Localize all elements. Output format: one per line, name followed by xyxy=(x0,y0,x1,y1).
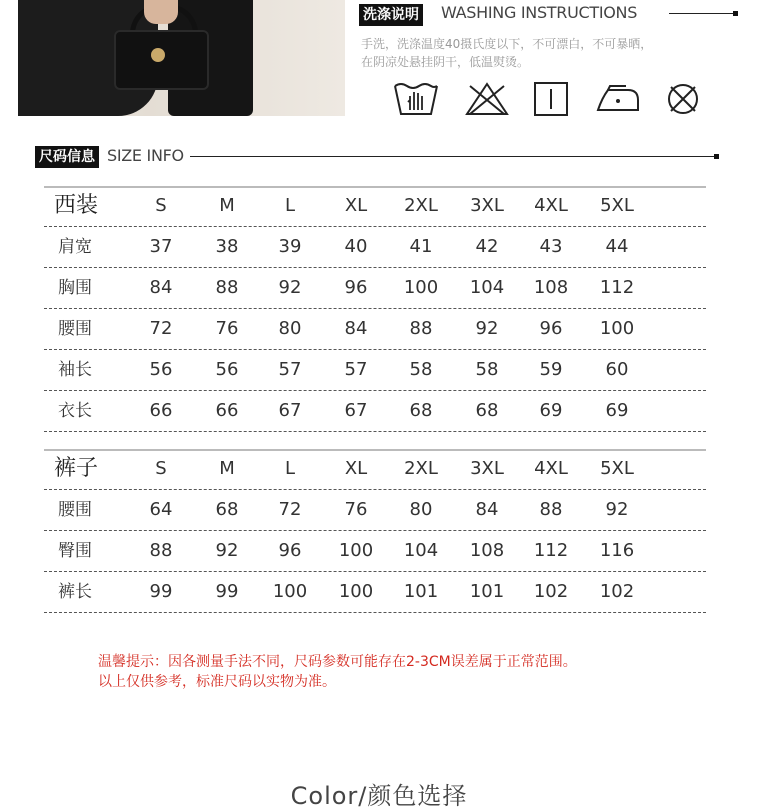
table-cell: 72 xyxy=(149,318,173,339)
table-cell: 72 xyxy=(278,499,302,520)
size-header-cell: XL xyxy=(344,195,368,216)
washing-text xyxy=(361,35,731,71)
table-cell: 57 xyxy=(344,359,368,380)
table-row xyxy=(44,268,706,309)
suit-table-header-row xyxy=(44,186,706,227)
table-cell: 57 xyxy=(278,359,302,380)
size-header-cell: 4XL xyxy=(534,195,568,216)
table-cell: 44 xyxy=(605,236,629,257)
table-cell: 80 xyxy=(278,318,302,339)
table-cell: 112 xyxy=(533,540,569,561)
washing-header-dot xyxy=(733,11,738,16)
table-cell: 37 xyxy=(149,236,173,257)
size-header-cell: 3XL xyxy=(470,195,504,216)
table-cell: 102 xyxy=(599,581,635,602)
low-iron-icon xyxy=(594,80,642,118)
table-row xyxy=(44,309,706,350)
size-header-cell: 2XL xyxy=(404,458,438,479)
table-row xyxy=(44,350,706,391)
table-cell: 100 xyxy=(338,540,374,561)
size-tag: 尺码信息 xyxy=(35,146,99,168)
table-cell: 96 xyxy=(344,277,368,298)
table-cell: 101 xyxy=(403,581,439,602)
pants-table-header-row xyxy=(44,449,706,490)
table-cell: 58 xyxy=(409,359,433,380)
table-cell: 108 xyxy=(533,277,569,298)
table-cell: 58 xyxy=(475,359,499,380)
hand-wash-icon xyxy=(392,80,440,118)
table-cell: 56 xyxy=(215,359,239,380)
table-cell: 56 xyxy=(149,359,173,380)
no-tumble-dry-icon xyxy=(664,80,702,118)
table-cell: 104 xyxy=(469,277,505,298)
table-cell: 100 xyxy=(599,318,635,339)
table-cell: 100 xyxy=(338,581,374,602)
size-title-en: SIZE INFO xyxy=(107,146,184,165)
row-label: 腰围 xyxy=(58,319,92,339)
table-cell: 102 xyxy=(533,581,569,602)
table-cell: 40 xyxy=(344,236,368,257)
table-cell: 96 xyxy=(278,540,302,561)
table-cell: 39 xyxy=(278,236,302,257)
table-cell: 104 xyxy=(403,540,439,561)
row-label: 袖长 xyxy=(58,360,92,380)
table-cell: 100 xyxy=(272,581,308,602)
table-cell: 101 xyxy=(469,581,505,602)
size-header-cell: L xyxy=(284,195,296,216)
table-cell: 67 xyxy=(344,400,368,421)
table-cell: 112 xyxy=(599,277,635,298)
pants-size-table xyxy=(44,449,706,613)
row-label: 衣长 xyxy=(58,401,92,421)
table-cell: 88 xyxy=(215,277,239,298)
suit-table-title: 西装 xyxy=(54,193,99,218)
table-cell: 96 xyxy=(539,318,563,339)
table-cell: 59 xyxy=(539,359,563,380)
row-label: 腰围 xyxy=(58,500,92,520)
size-header-cell: 3XL xyxy=(470,458,504,479)
size-header-cell: 2XL xyxy=(404,195,438,216)
table-cell: 84 xyxy=(149,277,173,298)
size-header-cell: 5XL xyxy=(600,458,634,479)
table-cell: 92 xyxy=(605,499,629,520)
table-row xyxy=(44,572,706,613)
size-header-cell: M xyxy=(219,458,235,479)
table-cell: 80 xyxy=(409,499,433,520)
table-cell: 67 xyxy=(278,400,302,421)
photo-hand xyxy=(144,0,178,24)
size-header-line xyxy=(190,156,718,157)
table-cell: 88 xyxy=(409,318,433,339)
table-cell: 38 xyxy=(215,236,239,257)
table-cell: 88 xyxy=(149,540,173,561)
pants-table-title: 裤子 xyxy=(54,456,99,481)
table-cell: 92 xyxy=(278,277,302,298)
table-cell: 41 xyxy=(409,236,433,257)
no-bleach-icon xyxy=(464,80,510,118)
table-cell: 68 xyxy=(215,499,239,520)
washing-text-line2: 在阴凉处悬挂阴干，低温熨烫。 xyxy=(361,55,530,69)
size-header-cell: 5XL xyxy=(600,195,634,216)
table-cell: 99 xyxy=(149,581,173,602)
table-cell: 68 xyxy=(409,400,433,421)
table-cell: 68 xyxy=(475,400,499,421)
size-header-dot xyxy=(714,154,719,159)
table-cell: 100 xyxy=(403,277,439,298)
size-header-cell: M xyxy=(219,195,235,216)
row-label: 裤长 xyxy=(58,582,92,602)
table-cell: 60 xyxy=(605,359,629,380)
row-label: 臀围 xyxy=(58,541,92,561)
size-note xyxy=(98,652,577,692)
table-cell: 64 xyxy=(149,499,173,520)
table-row xyxy=(44,227,706,268)
table-row xyxy=(44,490,706,531)
size-header-cell: 4XL xyxy=(534,458,568,479)
washing-text-line1: 手洗，洗涤温度40摄氏度以下，不可漂白，不可暴晒， xyxy=(361,37,653,51)
photo-bag-clasp xyxy=(151,48,165,62)
table-cell: 92 xyxy=(475,318,499,339)
table-cell: 76 xyxy=(344,499,368,520)
table-cell: 43 xyxy=(539,236,563,257)
table-cell: 76 xyxy=(215,318,239,339)
table-cell: 66 xyxy=(149,400,173,421)
washing-header-line xyxy=(669,13,735,14)
size-note-line2: 以上仅供参考，标准尺码以实物为准。 xyxy=(98,674,336,690)
washing-title-en: WASHING INSTRUCTIONS xyxy=(441,3,638,22)
size-header-cell: S xyxy=(155,458,167,479)
row-label: 肩宽 xyxy=(58,237,92,257)
size-header-cell: XL xyxy=(344,458,368,479)
table-cell: 116 xyxy=(599,540,635,561)
table-cell: 84 xyxy=(344,318,368,339)
size-header-cell: S xyxy=(155,195,167,216)
table-row xyxy=(44,391,706,432)
color-section-title: Color/颜色选择 xyxy=(290,782,468,810)
suit-size-table xyxy=(44,186,706,432)
product-photo xyxy=(18,0,345,116)
table-cell: 108 xyxy=(469,540,505,561)
table-cell: 66 xyxy=(215,400,239,421)
size-header-cell: L xyxy=(284,458,296,479)
washing-tag: 洗涤说明 xyxy=(359,4,423,26)
table-cell: 42 xyxy=(475,236,499,257)
table-row xyxy=(44,531,706,572)
size-note-line1: 温馨提示：因各测量手法不同，尺码参数可能存在2-3CM误差属于正常范围。 xyxy=(98,654,577,670)
table-cell: 84 xyxy=(475,499,499,520)
row-label: 胸围 xyxy=(58,278,92,298)
table-cell: 88 xyxy=(539,499,563,520)
table-cell: 99 xyxy=(215,581,239,602)
table-cell: 69 xyxy=(539,400,563,421)
table-cell: 92 xyxy=(215,540,239,561)
table-cell: 69 xyxy=(605,400,629,421)
hang-dry-icon xyxy=(532,80,570,118)
